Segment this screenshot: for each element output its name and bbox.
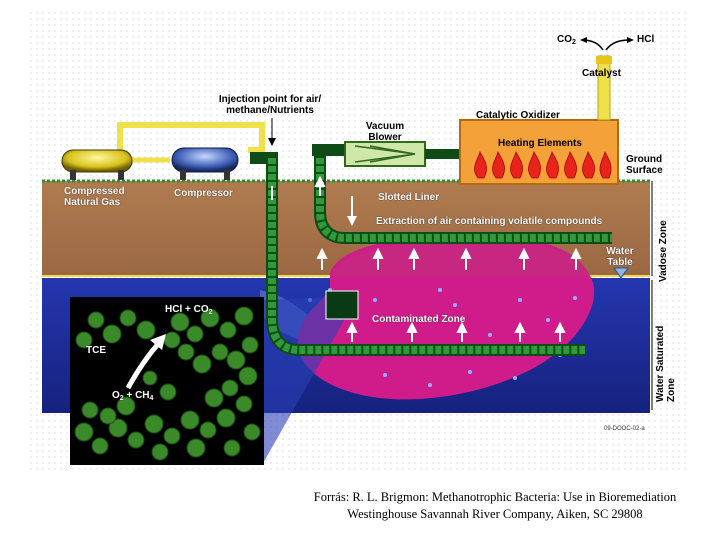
contaminated-zone-label: Contaminated Zone <box>372 314 466 325</box>
inset-reactants-sub2: 4 <box>149 395 154 402</box>
slotted-liner-label: Slotted Liner <box>378 192 440 203</box>
figure-id: 09-DOOC-02-a <box>604 426 645 432</box>
zoom-source-box <box>326 291 358 319</box>
hcl-label: HCl <box>637 34 655 45</box>
inset-reactants-label <box>112 390 153 404</box>
co2-label-sub: 2 <box>572 39 576 46</box>
inset-reactants-sub1: 2 <box>119 395 124 402</box>
inset-products-sub: 2 <box>208 309 213 316</box>
inset-reactants-o: O <box>112 390 120 401</box>
exhaust-stack <box>598 56 610 120</box>
heating-elements-label: Heating Elements <box>498 138 582 149</box>
water-table-label: Water Table <box>606 246 634 268</box>
injection-point-label: Injection point for air/ methane/Nutrients <box>218 94 322 116</box>
catalytic-oxidizer-label: Catalytic Oxidizer <box>476 110 560 121</box>
inset-products-main: HCl + CO <box>165 304 209 315</box>
caption-line-1: Forrás: R. L. Brigmon: Methanotrophic Bacteria: Use in Bioremediation <box>313 490 677 504</box>
compressor-label: Compressor <box>174 188 233 199</box>
co2-label <box>557 34 576 48</box>
extraction-label: Extraction of air containing volatile compounds <box>376 216 603 227</box>
catalyst-bed <box>596 56 612 64</box>
source-caption <box>280 489 710 523</box>
inset-tce-label: TCE <box>86 345 106 356</box>
catalyst-label: Catalyst <box>582 68 621 79</box>
co2-label-main: CO <box>557 34 572 45</box>
inset-reactants-ch: + CH <box>123 390 150 401</box>
inset-products-label <box>165 304 213 318</box>
ground-surface-label: Ground Surface <box>626 154 663 176</box>
caption-line-2: Westinghouse Savannah River Company, Aiken, SC 29808 <box>347 507 643 521</box>
vadose-zone-label: Vadose Zone <box>658 220 669 282</box>
water-saturated-zone-label: Water Saturated Zone <box>655 325 677 402</box>
vacuum-blower-label: Vacuum Blower <box>365 121 405 143</box>
compressed-natural-gas-label: Compressed Natural Gas <box>64 186 125 208</box>
